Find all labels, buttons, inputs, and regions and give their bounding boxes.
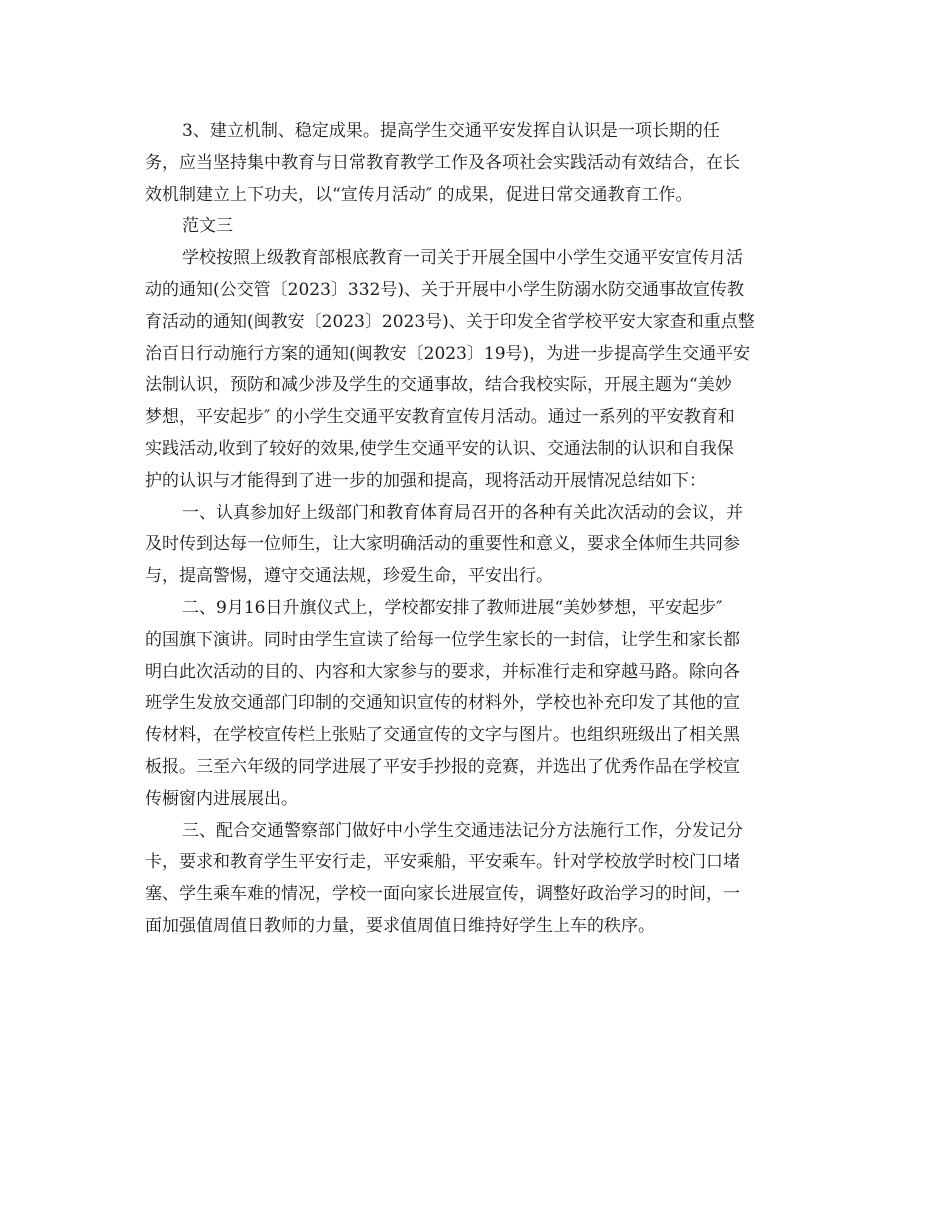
text-line: 的国旗下演讲。同时由学生宣读了给每一位学生家长的一封信，让学生和家长都 (145, 629, 740, 650)
text-line: 面加强值周值日教师的力量，要求值周值日维持好学生上车的秩序。 (145, 915, 655, 936)
text-line: 明白此次活动的目的、内容和大家参与的要求，并标准行走和穿越马路。除向各 (145, 661, 740, 682)
text-line: 3、建立机制、稳定成果。提高学生交通平安发挥自认识是一项长期的任 (182, 121, 720, 141)
text-line: 板报。三至六年级的同学进展了平安手抄报的竞赛，并选出了优秀作品在学校宣 (145, 756, 740, 777)
text-line: 班学生发放交通部门印制的交通知识宣传的材料外，学校也补充印发了其他的宣 (145, 693, 740, 714)
text-line: 护的认识与才能得到了进一步的加强和提高，现将活动开展情况总结如下： (145, 470, 706, 491)
section-heading: 范文三 (182, 216, 233, 237)
text-line: 动的通知(公交管〔2023〕332号)、关于开展中小学生防溺水防交通事故宣传教 (145, 279, 744, 300)
text-line: 一、认真参加好上级部门和教育体育局召开的各种有关此次活动的会议，并 (182, 502, 743, 523)
text-line: 效机制建立上下功夫，以“宣传月活动″ 的成果，促进日常交通教育工作。 (145, 184, 693, 205)
document-body (145, 116, 813, 943)
text-line: 与，提高警惕，遵守交通法规，珍爱生命，平安出行。 (145, 566, 553, 587)
text-line: 传橱窗内进展展出。 (145, 788, 298, 809)
text-line: 塞、学生乘车难的情况，学校一面向家长进展宣传，调整好政治学习的时间，一 (145, 884, 740, 905)
text-line: 实践活动,收到了较好的效果,使学生交通平安的认识、交通法制的认识和自我保 (145, 438, 734, 459)
text-line: 卡，要求和教育学生平安行走，平安乘船，平安乘车。针对学校放学时校门口堵 (145, 852, 740, 873)
text-line: 及时传到达每一位师生，让大家明确活动的重要性和意义，要求全体师生共同参 (145, 534, 740, 555)
text-line: 三、配合交通警察部门做好中小学生交通违法记分方法施行工作，分发记分 (182, 820, 743, 841)
text-line: 法制认识，预防和减少涉及学生的交通事故，结合我校实际，开展主题为“美妙 (145, 375, 732, 396)
text-line: 治百日行动施行方案的通知(闽教安〔2023〕19号)，为进一步提高学生交通平安 (145, 343, 751, 364)
text-line: 二、9月16日升旗仪式上，学校都安排了教师进展“美妙梦想，平安起步″ (182, 597, 723, 618)
text-line: 育活动的通知(闽教安〔2023〕2023号)、关于印发全省学校平安大家查和重点整 (145, 311, 755, 332)
text-line: 学校按照上级教育部根底教育一司关于开展全国中小学生交通平安宣传月活 (182, 248, 743, 269)
text-line: 务，应当坚持集中教育与日常教育教学工作及各项社会实践活动有效结合，在长 (145, 152, 740, 173)
text-line: 梦想，平安起步″ 的小学生交通平安教育宣传月活动。通过一系列的平安教育和 (145, 407, 735, 428)
text-line: 传材料，在学校宣传栏上张贴了交通宣传的文字与图片。也组织班级出了相关黑 (145, 725, 740, 746)
